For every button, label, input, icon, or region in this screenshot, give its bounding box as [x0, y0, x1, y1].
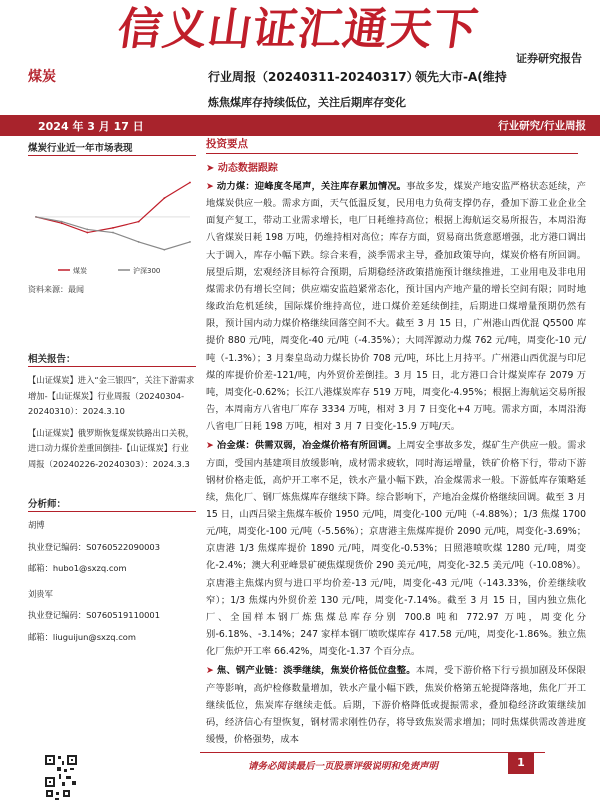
data-point — [189, 182, 191, 184]
disclaimer[interactable]: 请务必阅读最后一页股票评级说明和免责声明 — [248, 761, 439, 772]
invest-heading: 投资要点 — [206, 136, 578, 154]
paragraph-body: 本周，受下游价格下行亏损加剧及环保限产等影响，高炉检修数量增加，铁水产量小幅下跌，焦炭价格第五轮提降落地，焦化厂开工继续低位，焦炭库存继续走低。后期，下游价格降低或提振需求，叠加稳经济政策继续加码，经济信心有望恢复，钢材需求刚性仍存，将导致焦炭需求增加；同时焦煤供需改善进度缓慢，价格强势，成本 — [206, 665, 586, 745]
data-point — [35, 216, 37, 218]
data-point — [61, 221, 63, 223]
related-report-2[interactable]: 【山证煤炭】俄罗斯恢复煤炭铁路出口关税，进口动力煤价差重回倒挂-【山证煤炭】行业周报（20240226-20240303）：2024.3.3 — [28, 427, 194, 469]
paragraph-lead: 冶金煤：供需双弱，冶金煤价格有所回调。 — [216, 440, 397, 452]
analyst-cert: 执业登记编码：S0760519110001 — [28, 610, 160, 620]
company-logo: 信义山证汇通天下 — [114, 4, 482, 55]
arrow-icon: ➤ — [206, 163, 218, 174]
paragraph-coking-coal — [206, 437, 586, 660]
qr-code-icon — [44, 754, 78, 788]
analyst-email[interactable]: 邮箱：liuguijun@sxzq.com — [28, 631, 136, 642]
paragraph-thermal-coal — [206, 178, 586, 435]
report-sector: 行业研究/行业周报 — [498, 120, 586, 132]
data-point — [138, 241, 140, 243]
related-heading: 相关报告： — [28, 351, 196, 367]
rating: 领先大市-A(维持 — [415, 70, 507, 84]
qr-code-icon — [46, 790, 70, 800]
analyst-name: 胡博 — [28, 520, 45, 530]
series-line-0 — [36, 183, 190, 233]
paragraph-body: 上周安全事故多发，煤矿生产供应一般。需求方面，受国内基建项目放缓影响，成材需求疲软，同时海运增量，铁矿价格下行，带动下游钢材价格走低，高炉开工率不足，铁水产量小幅下跌，冶金煤需求一般。下游低库存策略延续，焦化厂、钢厂炼焦煤库存继续下降。综合影响下，产地冶金煤价格继续回调。截至 3 月 15 日，山西吕梁主焦煤车板价 1950 元/吨，周变化-100 元/吨（-4.88%）；1/3 焦煤 1700 元/吨，周变化-100 元/吨（-5.56%）；京唐港主焦煤库提价 2090 元/吨，周变化-3.69%；京唐港 1/3 焦煤库提价 1890 元/吨，周变化-0.53%；日照港喷吹煤 1280 元/吨，周变化-2.4%；澳大利亚峰景矿硬焦煤现货价 290 美元/吨，周变化-32.5 美元/吨（-10.08%）。京唐港主焦煤内贸与进口平均价差-13 元/吨，周变化-43 元/吨（-143.33%，价差继续收窄）；1/3 焦煤内外贸价差 130 元/吨，周变化-7.14%。截至 3 月 15 日，国内独立焦化厂、全国样本钢厂炼焦煤总库存分别 700.8 吨和 772.97 万吨，周变化分别-6.18%、-3.14%；247 家样本钢厂喷吹煤库存 417.58 元/吨，周变化-1.86%。独立焦化厂焦炉开工率 66.42%，周变化-1.37 个百分点。 — [206, 440, 586, 658]
chart-heading: 煤炭行业近一年市场表现 — [28, 140, 196, 156]
analyst-heading: 分析师： — [28, 496, 196, 512]
related-report-1[interactable]: 【山证煤炭】进入“金三银四”，关注下游需求增加-【山证煤炭】行业周报（20240304-20240310）：2024.3.10 — [28, 375, 195, 416]
analyst-cert: 执业登记编码：S0760522090003 — [28, 541, 160, 552]
arrow-icon: ➤ — [206, 181, 217, 192]
legend-label: 沪深300 — [133, 267, 161, 275]
arrow-icon: ➤ — [206, 665, 217, 677]
data-point — [189, 241, 191, 243]
paragraph-body: 事故多发，煤炭产地安监严格状态延续，产地煤炭供应一般。需求方面，天气低温反复，民用电力负荷支撑仍存，叠加下游工业企业全面复产复工，带动工业需求增长，电厂日耗维持高位；根据上海航运交易所报告，本周沿海八省煤炭日耗 198 万吨，仍维持相对高位；库存方面，贸易商出货意愿增强，北方港口调出大于调入，库存小幅下跌。综合来看，淡季需求主导，叠加政策导向，煤炭价格有所回调。展望后期，宏观经济目标符合预期，后期稳经济政策措施预计继续推进，工业用电及非电用煤需求仍有增长空间；供应端安监趋紧常态化，预计国内产地产量的增长空间有限；同时地缘政治危机延续，国际煤价维持高位，进口煤价差延续倒挂，后期进口煤增量预期仍然有限，预计国内动力煤价格继续回落空间不大。截至 3 月 15 日，广州港山西优混 Q5500 库提价 880 元/吨，周变化-40 元/吨（-4.35%）；大同浑源动力煤 762 元/吨，周变化-10 元/吨（-1.3%）；3 月秦皇岛动力煤长协价 708 元/吨，环比上月持平。广州港山西优混与印尼煤的库提价价差-121/吨，内外贸价差倒挂。3 月 15 日，北方港口合计煤炭库存 2079 万吨，周变化-0.62%；长江八港煤炭库存 519 万吨，周变化-4.95%；根据上海航运交易所报告，本周南方八省电厂库存 3334 万吨，相对 3 月 7 日变化+4 万吨。需求方面，本周沿海八省电厂日耗 198 万吨，相对 3 月 7 日变化-15.9 万吨/天。 — [206, 181, 586, 433]
data-point — [112, 227, 114, 229]
analyst-name: 刘贵军 — [28, 588, 53, 599]
report-title: 行业周报（20240311-20240317） — [208, 70, 419, 84]
data-point — [138, 221, 140, 223]
industry-category: 煤炭 — [28, 69, 56, 85]
legend-label: 煤炭 — [73, 267, 87, 275]
data-point — [61, 222, 63, 224]
paragraph-coke-steel — [206, 662, 586, 748]
data-point — [112, 232, 114, 234]
data-point — [86, 229, 88, 231]
data-point — [163, 249, 165, 251]
main-content — [206, 136, 586, 748]
chart-svg — [28, 160, 196, 280]
market-chart — [28, 160, 196, 280]
paragraph-lead: 焦、钢产业链：淡季继续，焦炭价格低位盘整。 — [216, 665, 416, 677]
chart-source: 资料来源：最闻 — [28, 285, 84, 294]
data-point — [163, 197, 165, 199]
left-sidebar — [28, 140, 196, 645]
data-point — [86, 232, 88, 234]
analyst-email[interactable]: 邮箱：hubo1@sxzq.com — [28, 563, 127, 573]
arrow-icon: ➤ — [206, 440, 217, 452]
page-number: 1 — [508, 752, 534, 774]
section-heading: ➤ 动态数据跟踪 — [206, 163, 278, 174]
report-kind: 证券研究报告 — [516, 52, 582, 65]
report-date: 2024 年 3 月 17 日 — [38, 120, 144, 133]
paragraph-lead: 动力煤：迎峰度冬尾声，关注库存累加情况。 — [216, 181, 407, 192]
report-subtitle: 炼焦煤库存持续低位，关注后期库存变化 — [208, 96, 406, 109]
